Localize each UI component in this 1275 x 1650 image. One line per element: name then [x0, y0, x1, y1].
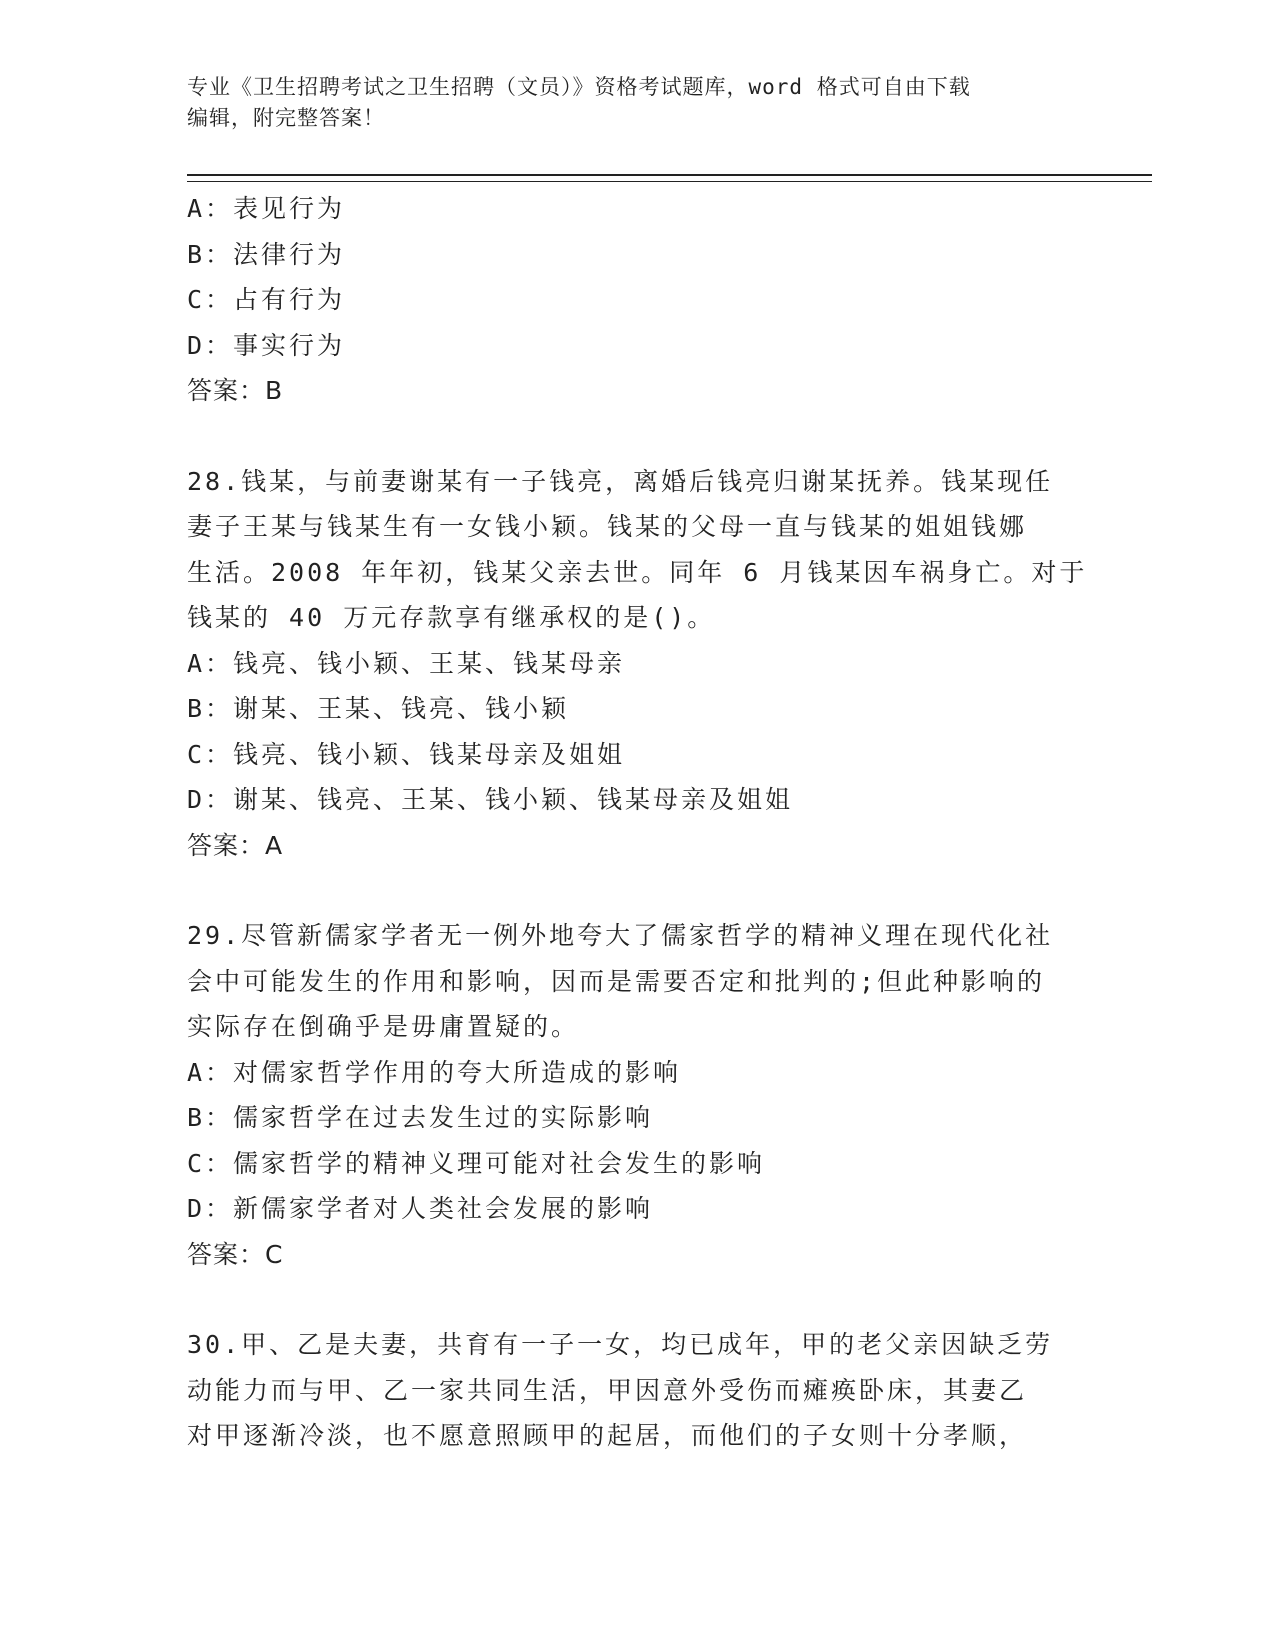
question-content	[187, 186, 1087, 1459]
answer: 答案：B	[187, 376, 284, 405]
option-b: B：法律行为	[187, 239, 346, 269]
option-b: B：谢某、王某、钱亮、钱小颖	[187, 694, 570, 723]
option-d: D：谢某、钱亮、王某、钱小颖、钱某母亲及姐姐	[187, 785, 794, 814]
question-stem-line: 钱某的 40 万元存款享有继承权的是()。	[187, 603, 716, 632]
header-line-2: 编辑，附完整答案！	[187, 106, 385, 130]
question-28	[187, 459, 1087, 869]
option-c: C：儒家哲学的精神义理可能对社会发生的影响	[187, 1148, 766, 1178]
question-stem-line: 动能力而与甲、乙一家共同生活，甲因意外受伤而瘫痪卧床，其妻乙	[187, 1375, 1028, 1405]
question-stem-line: 30.甲、乙是夫妻，共育有一子一女，均已成年，甲的老父亲因缺乏劳	[187, 1330, 1054, 1359]
option-c: C：占有行为	[187, 285, 346, 314]
header-divider-thick	[187, 174, 1152, 176]
option-d: D：新儒家学者对人类社会发展的影响	[187, 1194, 654, 1223]
question-29	[187, 913, 1087, 1277]
answer: 答案：C	[187, 1239, 284, 1269]
option-a: A：表见行为	[187, 194, 346, 223]
question-stem-line: 对甲逐渐冷淡，也不愿意照顾甲的起居，而他们的子女则十分孝顺，	[187, 1421, 1028, 1450]
question-27	[187, 186, 1087, 414]
document-header	[187, 72, 1087, 134]
question-stem-line: 生活。2008 年年初，钱某父亲去世。同年 6 月钱某因车祸身亡。对于	[187, 557, 1088, 587]
question-stem-line: 29.尽管新儒家学者无一例外地夸大了儒家哲学的精神义理在现代化社	[187, 921, 1054, 950]
option-b: B：儒家哲学在过去发生过的实际影响	[187, 1103, 654, 1132]
header-line-1: 专业《卫生招聘考试之卫生招聘（文员）》资格考试题库，word 格式可自由下载	[187, 75, 971, 99]
option-a: A：对儒家哲学作用的夸大所造成的影响	[187, 1057, 682, 1087]
question-stem-line: 实际存在倒确乎是毋庸置疑的。	[187, 1012, 580, 1041]
answer: 答案：A	[187, 830, 284, 860]
question-30	[187, 1322, 1087, 1459]
question-stem-line: 妻子王某与钱某生有一女钱小颖。钱某的父母一直与钱某的姐姐钱娜	[187, 512, 1028, 541]
option-d: D：事实行为	[187, 330, 346, 360]
option-c: C：钱亮、钱小颖、钱某母亲及姐姐	[187, 739, 626, 769]
header-divider-thin	[187, 181, 1152, 182]
question-stem-line: 会中可能发生的作用和影响，因而是需要否定和批判的;但此种影响的	[187, 966, 1046, 996]
question-stem-line: 28.钱某，与前妻谢某有一子钱亮，离婚后钱亮归谢某抚养。钱某现任	[187, 466, 1054, 496]
option-a: A：钱亮、钱小颖、王某、钱某母亲	[187, 648, 626, 678]
